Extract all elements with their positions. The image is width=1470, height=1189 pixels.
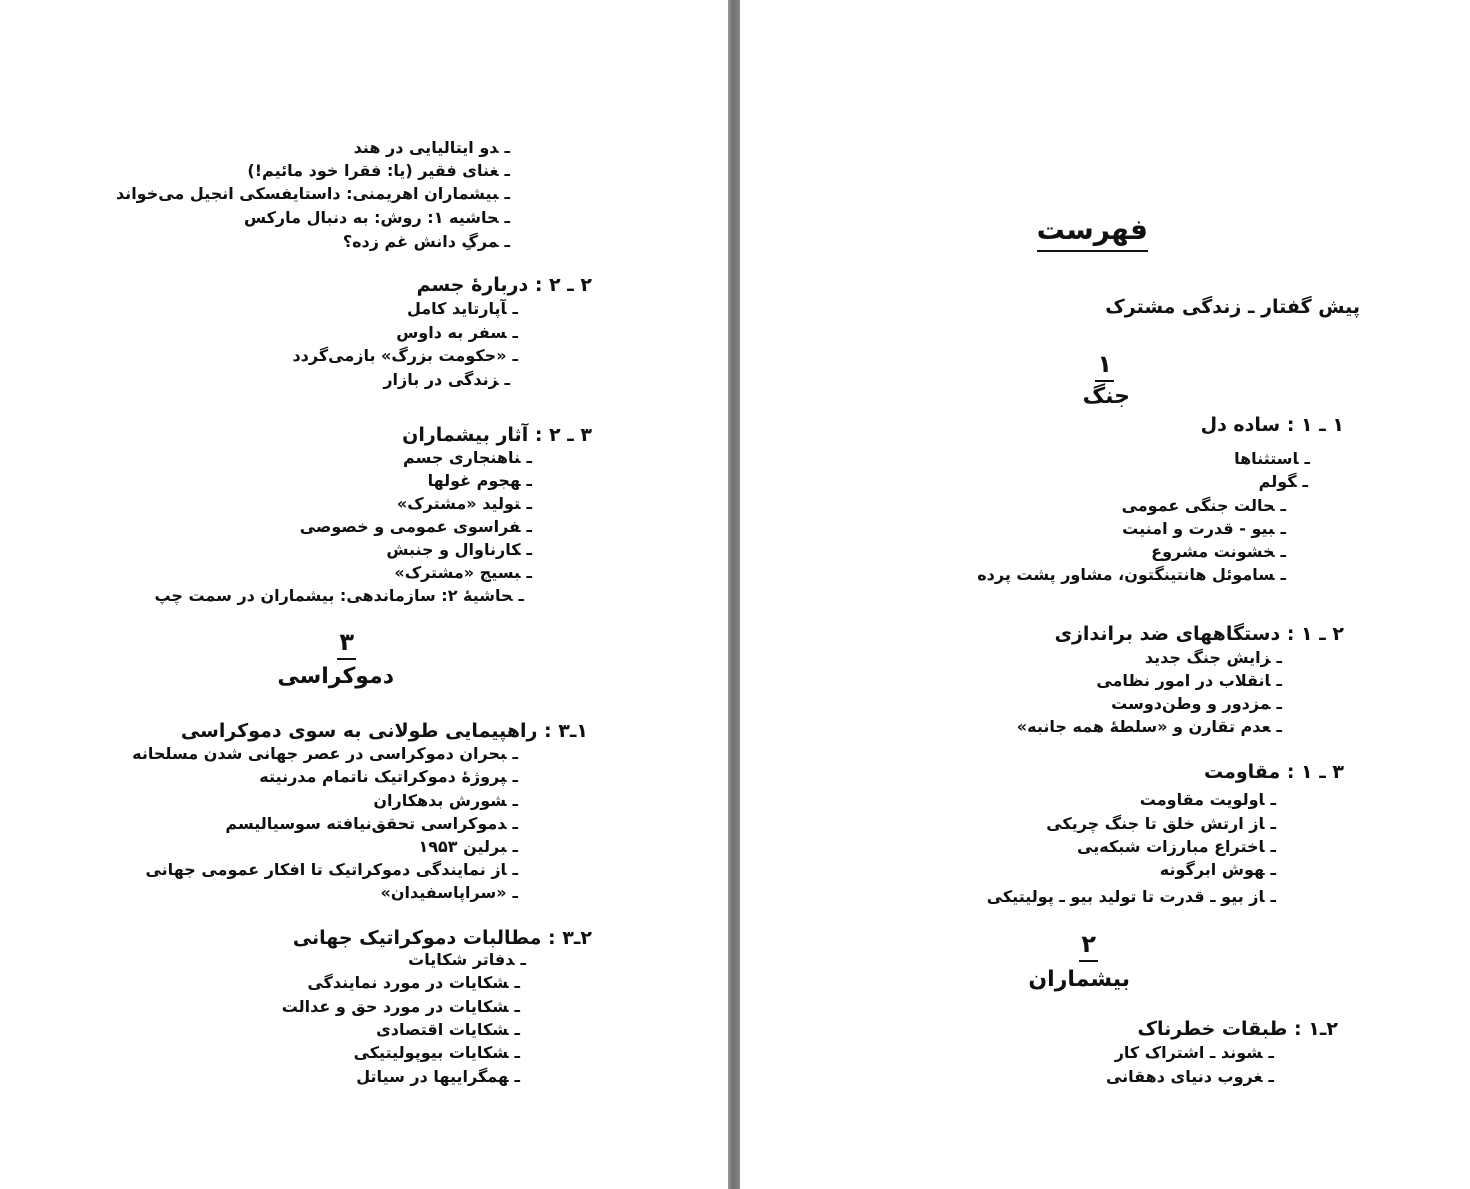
toc-item[interactable]: ـغروب دنیای دهقانی bbox=[1105, 1067, 1274, 1086]
toc-item[interactable]: ـآپارتاید کامل bbox=[406, 299, 518, 318]
toc-item[interactable]: ـمرگِ دانش غم زده؟ bbox=[342, 232, 510, 251]
toc-item[interactable]: ـشوند ـ اشتراک کار bbox=[1114, 1043, 1274, 1062]
toc-item[interactable]: ـانقلاب در امور نظامی bbox=[1096, 671, 1282, 690]
toc-item[interactable]: ـبیو - قدرت و امنیت bbox=[1122, 519, 1286, 538]
toc-item[interactable]: ـبرلین ۱۹۵۳ bbox=[418, 837, 518, 856]
section-heading[interactable]: ۱ـ۳ : راهپیمایی طولانی به سوی دموکراسی bbox=[180, 720, 588, 742]
preface-entry[interactable]: پیش گفتار ـ زندگی مشترک bbox=[1105, 296, 1360, 318]
toc-item[interactable]: ـحاشیهٔ ۲: سازماندهی: بیشماران در سمت چپ bbox=[154, 586, 524, 605]
toc-item[interactable]: ـزایش جنگ جدید bbox=[1144, 648, 1282, 667]
part-title[interactable]: جنگ bbox=[1082, 384, 1130, 409]
toc-item[interactable]: ـدو ایتالیایی در هند bbox=[353, 138, 510, 157]
toc-item[interactable]: ـهجوم غولها bbox=[427, 471, 532, 490]
toc-item[interactable]: ـسفر به داوس bbox=[396, 323, 518, 342]
toc-item[interactable]: ـزندگی در بازار bbox=[383, 370, 510, 389]
toc-item[interactable]: ـاز بیو ـ قدرت تا تولید بیو ـ پولیتیکی bbox=[986, 887, 1276, 906]
toc-item[interactable]: ـهمگراییها در سیاتل bbox=[356, 1067, 520, 1086]
right-page bbox=[740, 0, 1470, 1189]
toc-item[interactable]: ـساموئل هانتینگتون، مشاور پشت پرده bbox=[977, 565, 1286, 584]
toc-item[interactable]: ـبسیج «مشترک» bbox=[394, 563, 532, 582]
book-spine bbox=[728, 0, 740, 1189]
section-heading[interactable]: ۲ـ۳ : مطالبات دموکراتیک جهانی bbox=[292, 927, 592, 949]
toc-item[interactable]: ـغنای فقیر (یا: فقرا خود مائیم!) bbox=[247, 161, 510, 180]
part-number: ۲ bbox=[1079, 930, 1098, 962]
toc-item[interactable]: ـمزدور و وطن‌دوست bbox=[1111, 694, 1282, 713]
toc-item[interactable]: ـگولم bbox=[1258, 472, 1308, 491]
toc-item[interactable]: ـهوش ابرگونه bbox=[1159, 860, 1276, 879]
toc-item[interactable]: ـشکایات در مورد حق و عدالت bbox=[281, 997, 520, 1016]
toc-item[interactable]: ـاز ارتش خلق تا جنگ چریکی bbox=[1046, 814, 1276, 833]
toc-item[interactable]: ـدموکراسی تحقق‌نیافته سوسیالیسم bbox=[225, 814, 518, 833]
section-heading[interactable]: ۳ ـ ۲ : آثار بیشماران bbox=[402, 424, 592, 446]
toc-item[interactable]: ـاختراع مبارزات شبکه‌یی bbox=[1077, 837, 1276, 856]
toc-item[interactable]: ـ«سراپاسفیدان» bbox=[380, 883, 518, 902]
toc-item[interactable]: ـشکایات اقتصادی bbox=[376, 1020, 520, 1039]
toc-item[interactable]: ـپروژهٔ دموکراتیک ناتمام مدرنیته bbox=[259, 767, 518, 786]
toc-item[interactable]: ـتولید «مشترک» bbox=[396, 494, 532, 513]
section-heading[interactable]: ۲ـ۱ : طبقات خطرناک bbox=[1137, 1018, 1338, 1040]
section-heading[interactable]: ۲ ـ ۱ : دستگاههای ضد براندازی bbox=[1054, 623, 1344, 645]
part-title[interactable]: بیشماران bbox=[1028, 967, 1130, 992]
toc-item[interactable]: ـاز نمایندگی دموکراتیک تا افکار عمومی جهانی bbox=[145, 860, 518, 879]
toc-item[interactable]: ـدفاتر شکایات bbox=[408, 950, 526, 969]
toc-item[interactable]: ـاستثناها bbox=[1234, 449, 1310, 468]
section-heading[interactable]: ۲ ـ ۲ : دربارهٔ جسم bbox=[416, 274, 592, 296]
part-title[interactable]: دموکراسی bbox=[277, 664, 394, 689]
toc-item[interactable]: ـخشونت مشروع bbox=[1151, 542, 1286, 561]
toc-item[interactable]: ـعدم تقارن و «سلطهٔ همه جانبه» bbox=[1016, 717, 1282, 736]
toc-item[interactable]: ـبحران دموکراسی در عصر جهانی شدن مسلحانه bbox=[132, 744, 518, 763]
toc-item[interactable]: ـحاشیه ۱: روش: به دنبال مارکس bbox=[243, 208, 510, 227]
section-heading[interactable]: ۱ ـ ۱ : ساده دل bbox=[1200, 414, 1344, 436]
toc-item[interactable]: ـاولویت مقاومت bbox=[1139, 790, 1276, 809]
toc-item[interactable]: ـشورش بدهکاران bbox=[373, 791, 518, 810]
toc-item[interactable]: ـبیشماران اهریمنی: داستایفسکی انجیل می‌خواند bbox=[115, 184, 510, 203]
toc-item[interactable]: ـفراسوی عمومی و خصوصی bbox=[299, 517, 532, 536]
toc-title: فهرست bbox=[1037, 212, 1148, 252]
part-number: ۱ bbox=[1095, 350, 1114, 382]
toc-item[interactable]: ـ«حکومت بزرگ» بازمی‌گردد bbox=[292, 346, 518, 365]
toc-item[interactable]: ـحالت جنگی عمومی bbox=[1121, 496, 1286, 515]
toc-item[interactable]: ـناهنجاری جسم bbox=[403, 448, 532, 467]
toc-item[interactable]: ـشکایات در مورد نمایندگی bbox=[307, 973, 520, 992]
left-page bbox=[0, 0, 728, 1189]
part-number: ۳ bbox=[337, 628, 356, 660]
section-heading[interactable]: ۳ ـ ۱ : مقاومت bbox=[1203, 761, 1344, 783]
toc-item[interactable]: ـشکایات بیوپولیتیکی bbox=[353, 1043, 520, 1062]
toc-item[interactable]: ـکارناوال و جنبش bbox=[386, 540, 532, 559]
